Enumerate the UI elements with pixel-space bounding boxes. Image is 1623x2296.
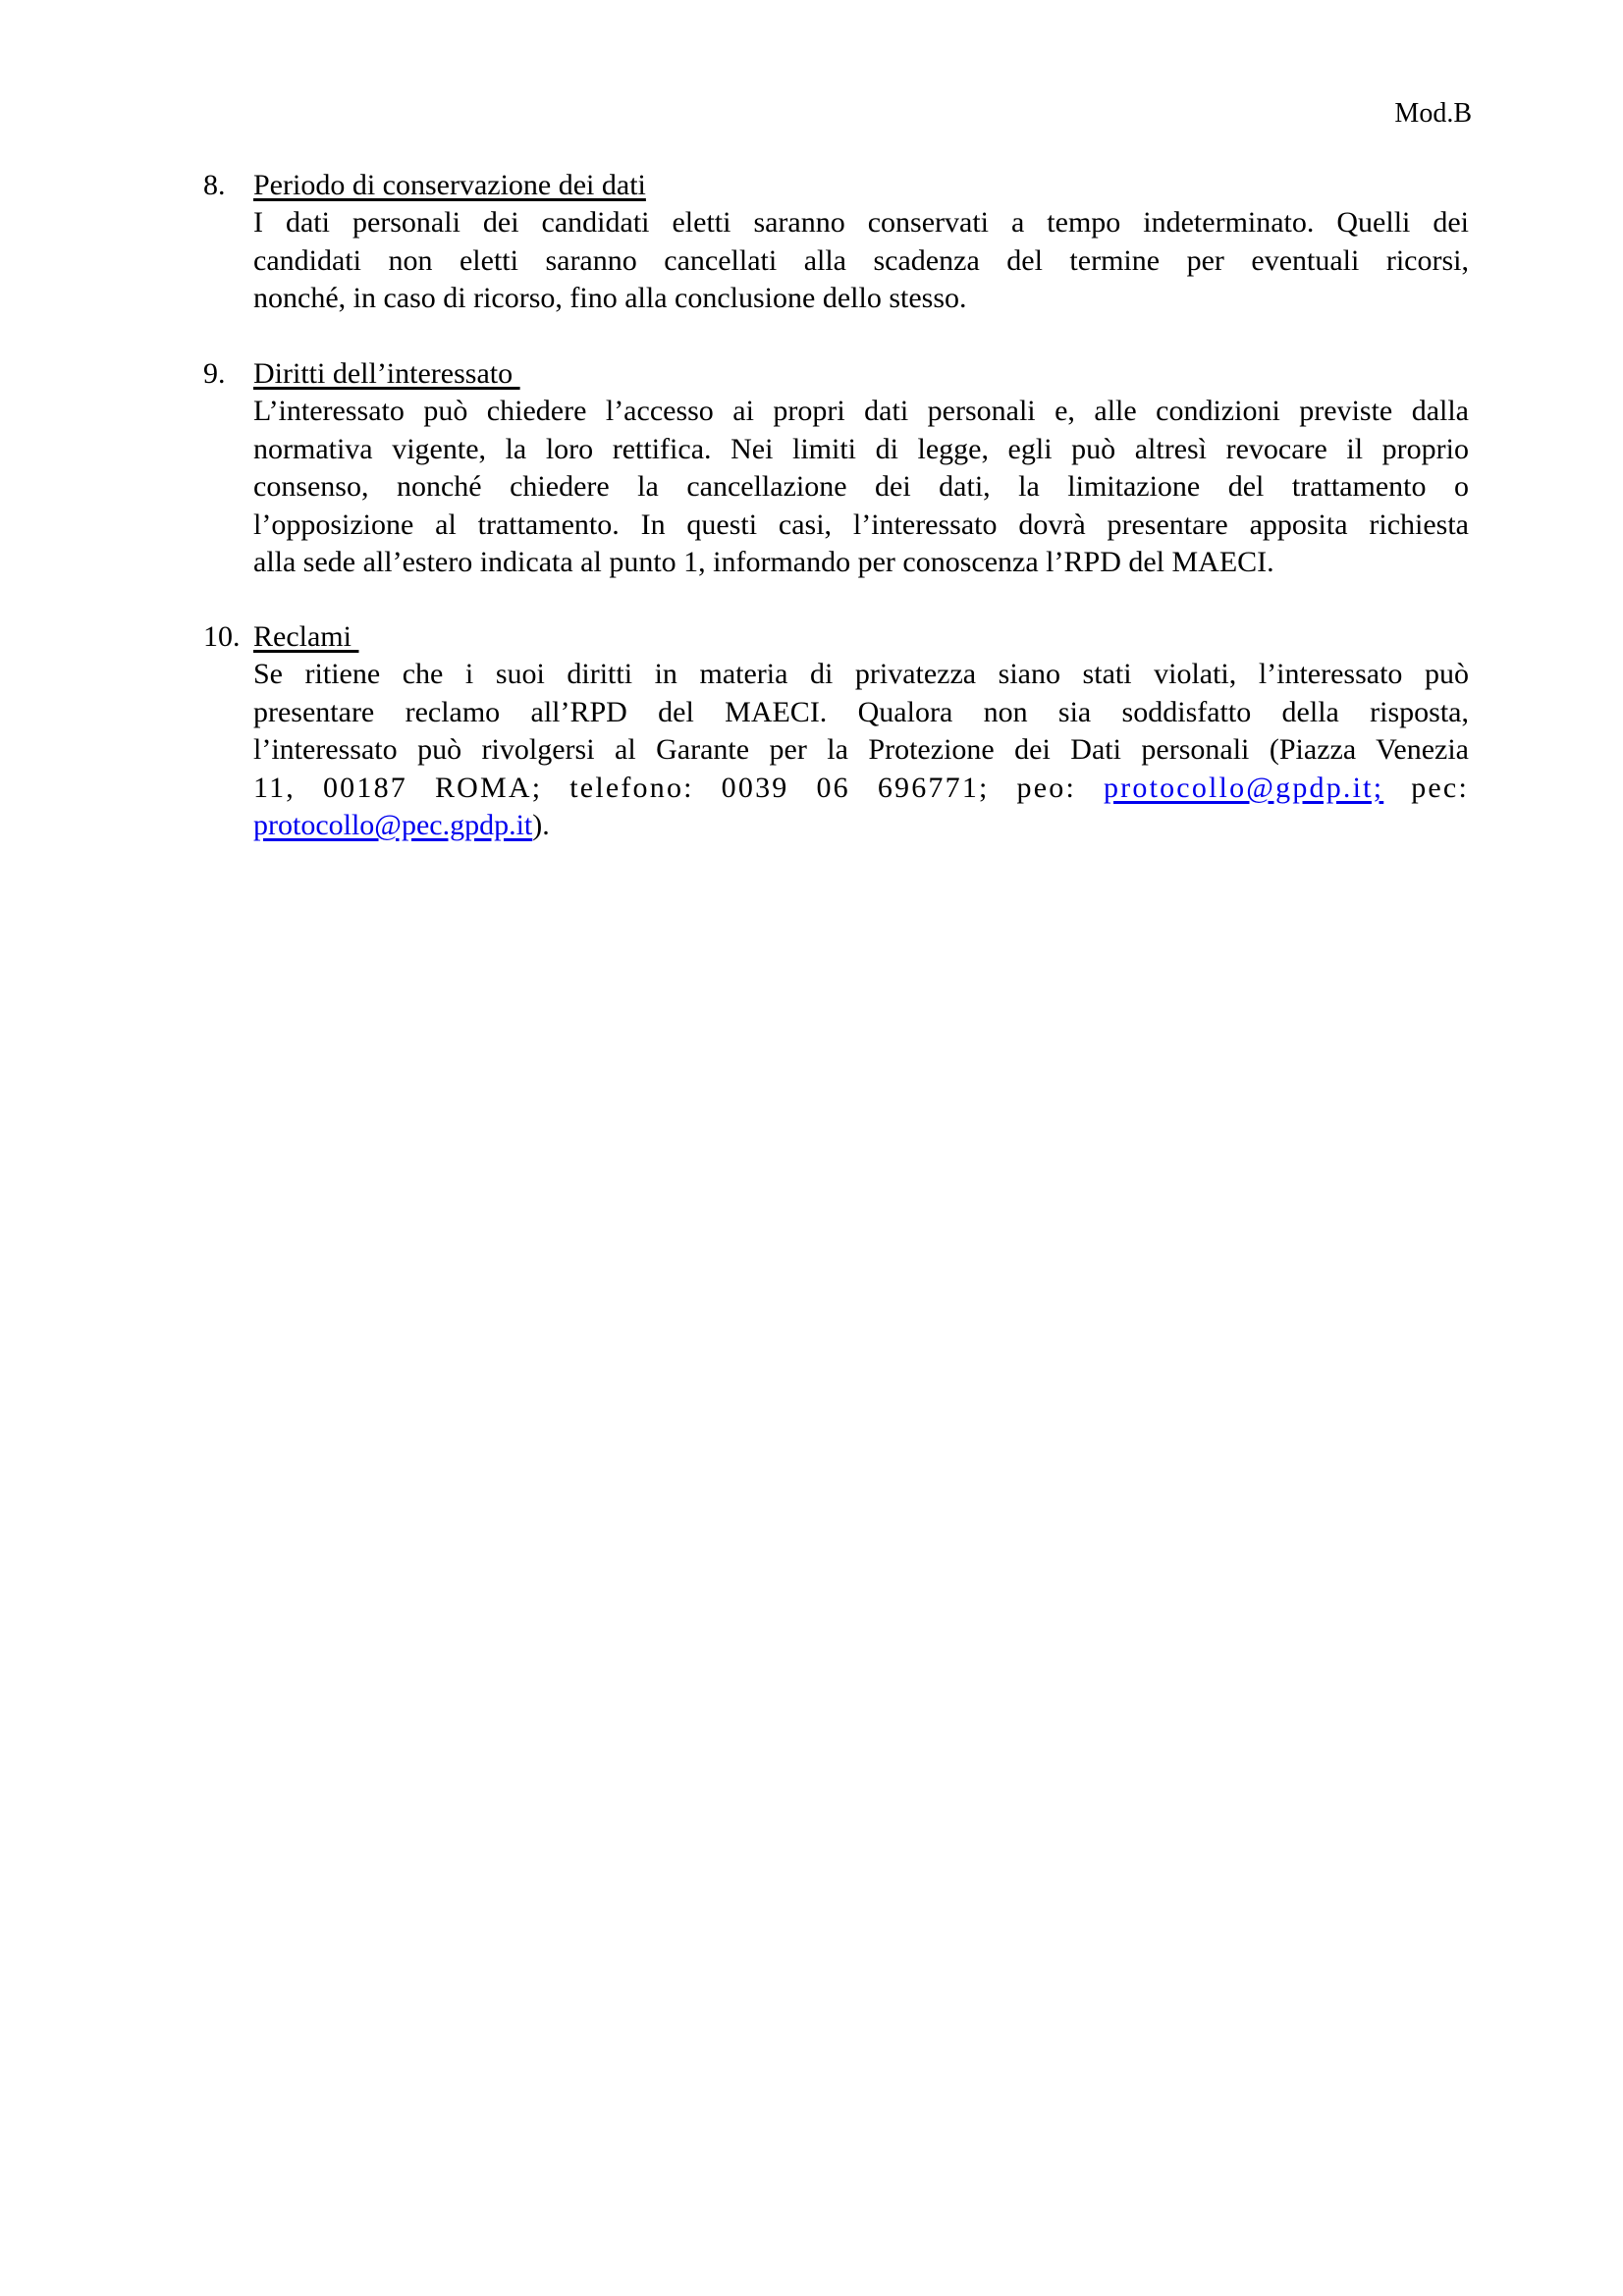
section-title: Periodo di conservazione dei dati bbox=[253, 169, 646, 201]
section-body bbox=[253, 656, 1469, 844]
body-line: nonché, in caso di ricorso, fino alla conclusione dello stesso. bbox=[253, 282, 967, 315]
body-line: I dati personali dei candidati eletti saranno conservati a tempo indeterminato. Quelli dei bbox=[253, 206, 1469, 240]
contact-text: 11, 00187 ROMA; telefono: 0039 06 696771; peo: bbox=[253, 771, 1076, 804]
body-line: consenso, nonché chiedere la cancellazione dei dati, la limitazione del trattamento o bbox=[253, 470, 1469, 504]
section-body bbox=[253, 393, 1469, 581]
body-line: presentare reclamo all’RPD del MAECI. Qualora non sia soddisfatto della risposta, bbox=[253, 695, 1469, 728]
body-line: l’interessato può rivolgersi al Garante per la Protezione dei Dati personali (Piazza Venezia bbox=[253, 733, 1469, 767]
body-line: normativa vigente, la loro rettifica. Nei limiti di legge, egli può altresì revocare il proprio bbox=[253, 432, 1469, 465]
section-title: Diritti dell’interessato bbox=[253, 357, 520, 390]
contact-line bbox=[253, 770, 1469, 807]
final-line bbox=[253, 807, 1469, 844]
section-number: 9. bbox=[203, 357, 226, 390]
body-line: alla sede all’estero indicata al punto 1, informando per conoscenza l’RPD del MAECI. bbox=[253, 545, 1274, 578]
pec-email-link[interactable]: protocollo@pec.gpdp.it bbox=[253, 808, 533, 841]
section-title: Reclami bbox=[253, 620, 359, 653]
section-body bbox=[253, 204, 1469, 317]
closing-punctuation: ). bbox=[532, 808, 550, 841]
body-line: candidati non eletti saranno cancellati alla scadenza del termine per eventuali ricorsi, bbox=[253, 243, 1469, 277]
body-line: l’opposizione al trattamento. In questi casi, l’interessato dovrà presentare apposita richiesta bbox=[253, 507, 1469, 541]
peo-email-link[interactable]: protocollo@gpdp.it; bbox=[1103, 771, 1384, 804]
pec-label: pec: bbox=[1411, 771, 1469, 804]
section-number: 10. bbox=[203, 620, 241, 653]
body-line: Se ritiene che i suoi diritti in materia di privatezza siano stati violati, l’interessato può bbox=[253, 658, 1469, 691]
form-code: Mod.B bbox=[1394, 98, 1472, 129]
body-line: L’interessato può chiedere l’accesso ai propri dati personali e, alle condizioni previste dalla bbox=[253, 395, 1469, 428]
section-number: 8. bbox=[203, 169, 226, 201]
